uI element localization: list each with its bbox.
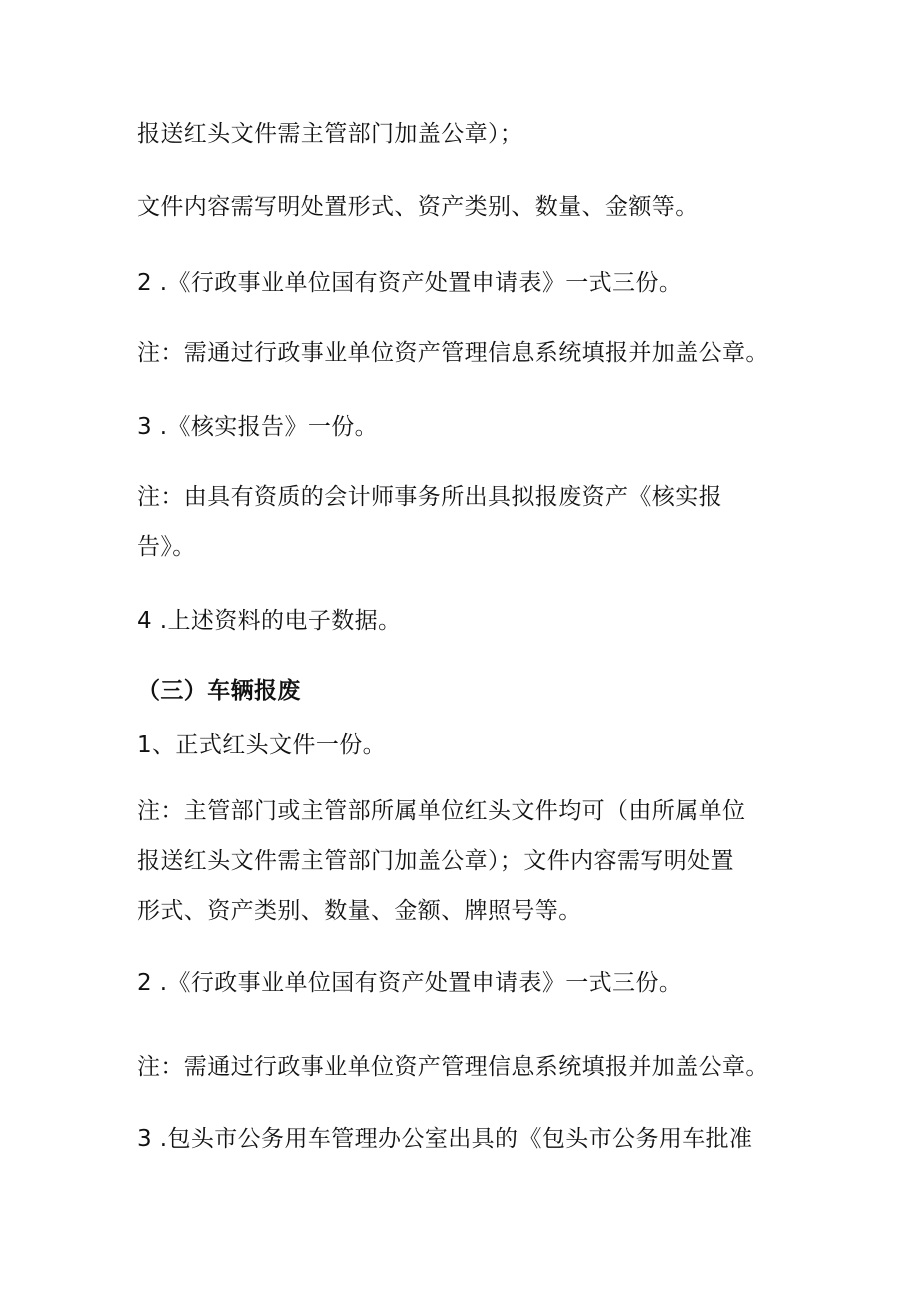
list-item-4: 4 .上述资料的电子数据。 [137,608,402,634]
paragraph-line: 报送红头文件需主管部门加盖公章）； [137,121,524,147]
paragraph-line: 文件内容需写明处置形式、资产类别、数量、金额等。 [137,194,699,220]
note-line: 注：需通过行政事业单位资产管理信息系统填报并加盖公章。 [137,340,769,366]
section-heading: （三）车辆报废 [137,678,301,704]
note-line-continued: 告》。 [137,534,196,560]
list-item-2: 2 .《行政事业单位国有资产处置申请表》一式三份。 [137,270,683,296]
note-line: 注：需通过行政事业单位资产管理信息系统填报并加盖公章。 [137,1054,769,1080]
note-line: 注：主管部门或主管部所属单位红头文件均可（由所属单位 [137,798,746,824]
list-item-1: 1、正式红头文件一份。 [137,732,387,758]
note-line-continued: 形式、资产类别、数量、金额、牌照号等。 [137,898,582,924]
list-item-3: 3 .包头市公务用车管理办公室出具的《包头市公务用车批准 [137,1126,753,1152]
note-line: 注：由具有资质的会计师事务所出具拟报废资产《核实报 [137,484,722,510]
list-item-2: 2 .《行政事业单位国有资产处置申请表》一式三份。 [137,970,683,996]
note-line-continued: 报送红头文件需主管部门加盖公章）；文件内容需写明处置 [137,848,734,874]
list-item-3: 3 .《核实报告》一份。 [137,414,379,440]
